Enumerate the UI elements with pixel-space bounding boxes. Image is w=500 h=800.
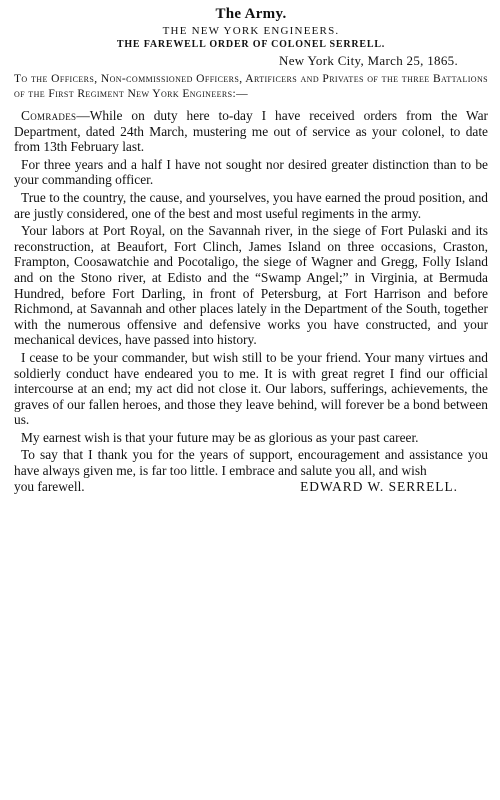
closing-words: you farewell. bbox=[14, 478, 85, 494]
headline: The Army. bbox=[215, 6, 287, 22]
salutation: To the Officers, Non-commissioned Officers, Artificers and Privates of the three Battalions of the First Regiment New York Engineers:— bbox=[14, 73, 488, 100]
paragraph: True to the country, the cause, and yourselves, you have earned the proud position, and are justly considered, one of the best and most useful regiments in the army. bbox=[14, 189, 488, 221]
paragraph: I cease to be your commander, but wish still to be your friend. Your many virtues and soldierly conduct have endeared you to me. It is with great regret I find our official intercourse at an end; my act did not close it. Our labors, sufferings, achievements, the graves of our fallen heroes, and those they leave behind, will forever be a bond between us. bbox=[14, 349, 488, 428]
subhead-farewell-order: THE FAREWELL ORDER OF COLONEL SERRELL. bbox=[116, 39, 386, 50]
opening-lead: Comrades bbox=[21, 108, 77, 123]
paragraph-opening bbox=[14, 108, 488, 155]
paragraph-text: —While on duty here to-day I have received orders from the War Department, dated 24th March, mustering me out of service as your colonel, to date from 13th February last. bbox=[14, 108, 488, 155]
paragraph: My earnest wish is that your future may be as glorious as your past career. bbox=[21, 429, 419, 445]
paragraph: For three years and a half I have not sought nor desired greater distinction than to be your commanding officer. bbox=[14, 156, 488, 188]
paragraph: To say that I thank you for the years of support, encouragement and assistance you have always given me, is far too little. I embrace and salute you all, and wish bbox=[14, 447, 488, 479]
dateline: New York City, March 25, 1865. bbox=[279, 53, 458, 68]
signature: EDWARD W. SERRELL. bbox=[300, 478, 458, 494]
paragraph: Your labors at Port Royal, on the Savannah river, in the siege of Fort Pulaski and its reconstruction, at Beaufort, Fort Clinch, James Island on three occasions, Craston, Frampton, Coosawatchie and Pocotaligo, the siege of Wagner and Gregg, Folly Island and on the Stono river, at Edisto and the “Swamp Angel;” in Virginia, at Bermuda Hundred, before Fort Darling, in front of Petersburg, at Fort Harrison and before Richmond, at Savannah and other places lately in the Department of the South, together with the numerous offensive and defensive works you have constructed, and your mechanical devices, have passed into history. bbox=[14, 223, 488, 348]
signature-line bbox=[14, 479, 488, 495]
subhead: THE NEW YORK ENGINEERS. bbox=[162, 25, 340, 37]
